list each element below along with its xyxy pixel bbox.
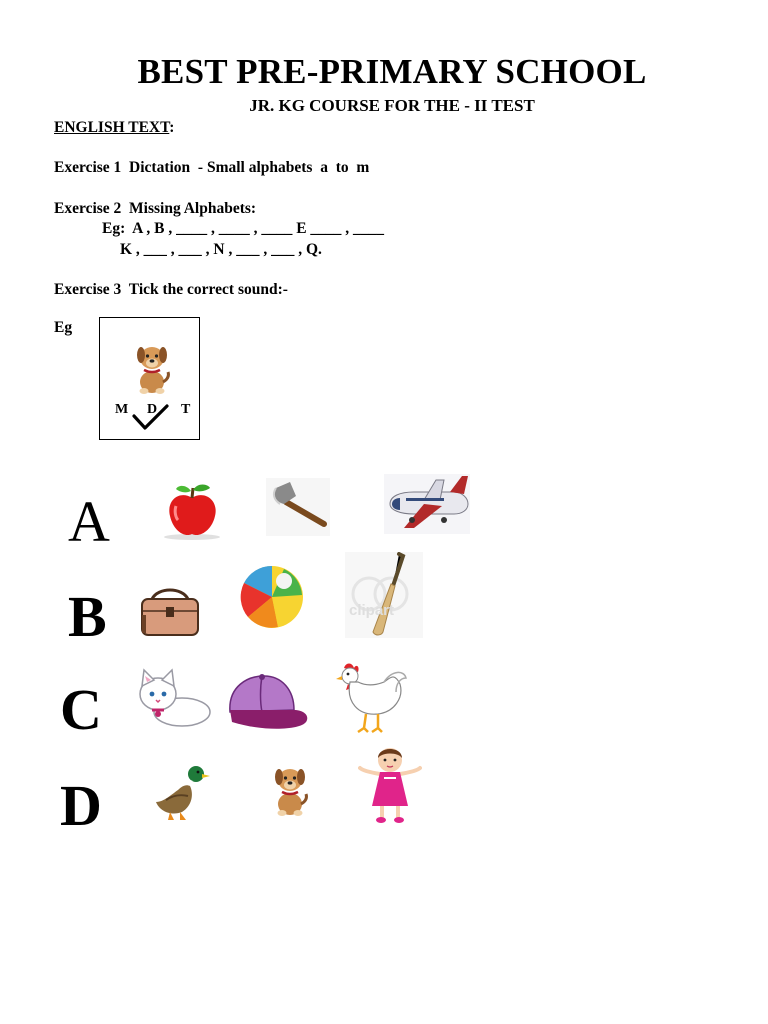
bat-icon (345, 552, 423, 638)
exercise-2-line-1: Eg: A , B , ____ , ____ , ____ E ____ , ____ (102, 220, 385, 237)
exercise-2-heading: Exercise 2 Missing Alphabets: (54, 200, 257, 217)
dog-icon (130, 338, 174, 396)
dog-icon-row-d (268, 760, 312, 818)
ball-icon (238, 565, 306, 633)
doll-icon (358, 744, 422, 826)
tick-icon (132, 404, 170, 432)
bag-icon (138, 585, 202, 639)
cat-icon (134, 668, 214, 730)
example-box (99, 317, 200, 440)
section-colon: : (169, 119, 175, 136)
page-subtitle: JR. KG COURSE FOR THE - II TEST (249, 96, 535, 115)
cock-icon (334, 662, 408, 734)
row-letter-a: A (68, 489, 110, 554)
axe-icon (266, 478, 330, 536)
row-letter-c: C (60, 677, 102, 742)
section-heading (54, 119, 174, 137)
duck-icon (154, 764, 212, 824)
exercise-1: Exercise 1 Dictation - Small alphabets a to m (54, 159, 370, 176)
sound-option-t: T (181, 402, 191, 417)
exercise-2-line-2: K , ___ , ___ , N , ___ , ___ , Q. (120, 241, 322, 258)
page-title: BEST PRE-PRIMARY SCHOOL (137, 52, 647, 91)
aeroplane-icon (384, 474, 470, 534)
section-label: ENGLISH TEXT (54, 119, 170, 136)
sound-option-d: D (147, 402, 158, 417)
bat-watermark: clipart (349, 602, 395, 619)
apple-icon (162, 480, 222, 540)
sound-option-m: M (115, 402, 129, 417)
exercise-3-eg-label: Eg (54, 319, 73, 336)
cap-icon (224, 672, 310, 734)
row-letter-d: D (60, 773, 102, 838)
exercise-3-heading: Exercise 3 Tick the correct sound:- (54, 281, 288, 298)
row-letter-b: B (68, 584, 107, 649)
